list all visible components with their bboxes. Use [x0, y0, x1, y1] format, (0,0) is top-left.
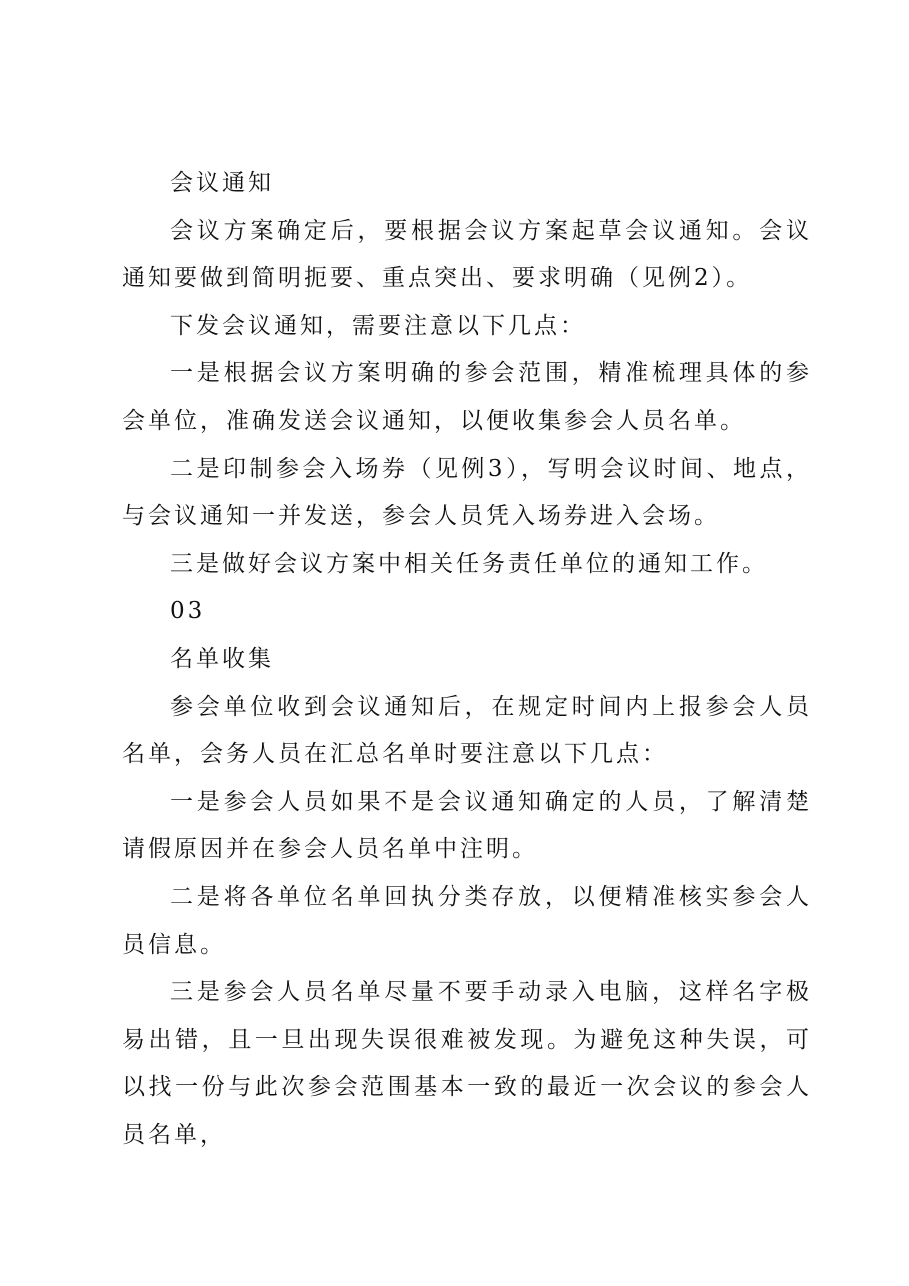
paragraph-list-point-3: 三是参会人员名单尽量不要手动录入电脑，这样名字极易出错，且一旦出现失误很难被发现。为避免这种失误，可以找一份与此次参会范围基本一致的最近一次会议的参会人员名单，: [122, 979, 812, 1148]
paragraph-notice-point-3: 三是做好会议方案中相关任务责任单位的通知工作。: [170, 550, 768, 577]
section-number: 03: [170, 598, 206, 625]
paragraph-notice-points-intro: 下发会议通知，需要注意以下几点：: [170, 312, 586, 339]
paragraph-list-collection-intro: 参会单位收到会议通知后，在规定时间内上报参会人员名单，会务人员在汇总名单时要注意以下几点：: [122, 693, 812, 768]
paragraph-list-point-1: 一是参会人员如果不是会议通知确定的人员，了解清楚请假原因并在参会人员名单中注明。: [122, 788, 812, 863]
section-heading-meeting-notice: 会议通知: [170, 170, 274, 196]
section-heading-list-collection: 名单收集: [170, 645, 274, 672]
paragraph-list-point-2: 二是将各单位名单回执分类存放，以便精准核实参会人员信息。: [122, 883, 812, 958]
paragraph-notice-drafting: 会议方案确定后，要根据会议方案起草会议通知。会议通知要做到简明扼要、重点突出、要求明确（见例2）。: [122, 217, 812, 292]
paragraph-notice-point-1: 一是根据会议方案明确的参会范围，精准梳理具体的参会单位，准确发送会议通知，以便收集参会人员名单。: [122, 360, 812, 434]
paragraph-notice-point-2: 二是印制参会入场券（见例3），写明会议时间、地点，与会议通知一并发送，参会人员凭入场券进入会场。: [122, 455, 812, 530]
document-body: [122, 160, 812, 1159]
